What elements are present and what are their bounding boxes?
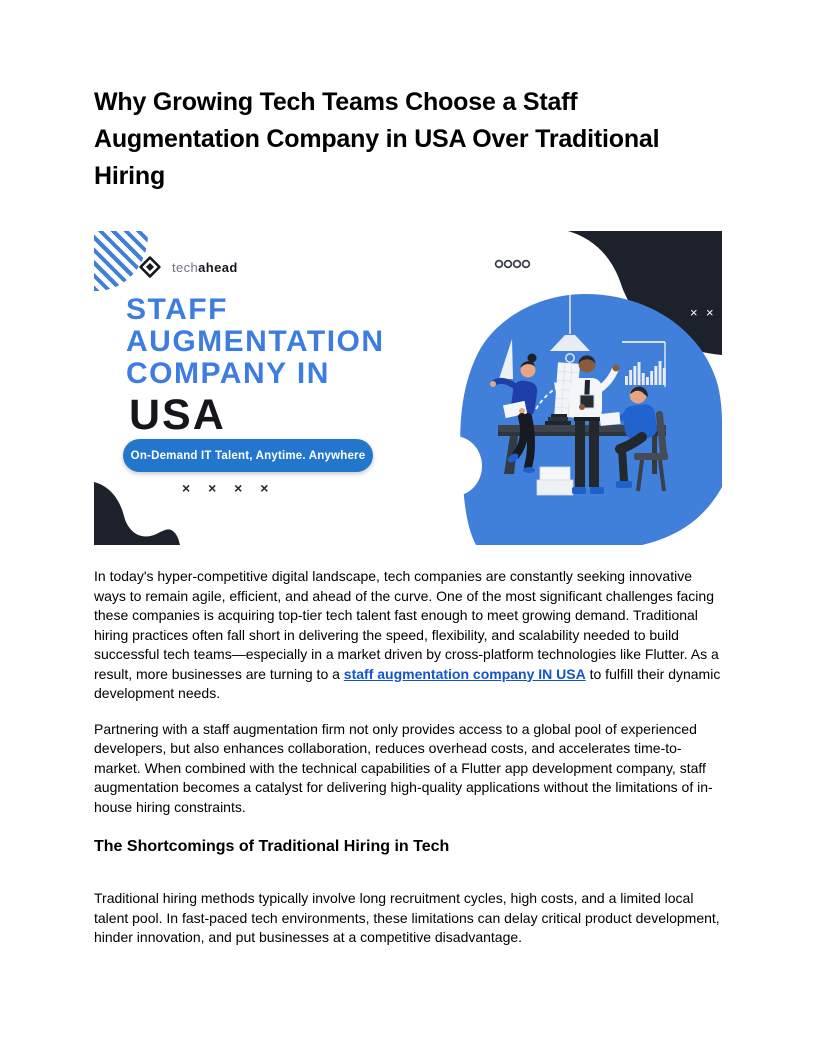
storage-boxes xyxy=(537,467,573,495)
techahead-logo-text xyxy=(172,260,238,275)
team-meeting-illustration xyxy=(452,231,722,545)
headline-line-1: STAFF xyxy=(126,293,228,326)
dark-wave-blob xyxy=(94,478,180,545)
paragraph-3: Traditional hiring methods typically involve long recruitment cycles, high costs, and a limited local talent pool. In fast-paced tech environments, these limitations can delay critical product development, hinder innovation, and put businesses at a competitive disadvantage. xyxy=(94,890,720,945)
logo-text-light: tech xyxy=(172,259,199,275)
cross-mark-white-2: × xyxy=(706,305,714,320)
tagline-pill: On-Demand IT Talent, Anytime. Anywhere xyxy=(123,439,373,472)
section-heading: The Shortcomings of Traditional Hiring in Tech xyxy=(94,838,450,855)
dots-decoration xyxy=(496,261,530,268)
paragraph-1-tail: to fulfill their dynamic development needs. xyxy=(94,665,721,701)
headline-line-3: COMPANY IN xyxy=(126,357,330,390)
paragraph-1 xyxy=(94,567,722,704)
document-content xyxy=(0,84,816,948)
cross-marks-row: × × × × xyxy=(182,480,276,496)
banner-headline-usa: USA xyxy=(129,391,226,439)
logo-text-bold: ahead xyxy=(198,259,238,275)
techahead-logo-icon xyxy=(138,255,162,279)
page-title: Why Growing Tech Teams Choose a Staff Augmentation Company in USA Over Traditional Hiring xyxy=(94,88,660,190)
techahead-logo xyxy=(138,255,238,279)
headline-line-2: AUGMENTATION xyxy=(126,325,385,358)
paragraph-2: Partnering with a staff augmentation firm not only provides access to a global pool of experienced developers, but also enhances collaboration, reduces overhead costs, and accelerates time-to-market. When combined with the technical capabilities of a Flutter app development company, staff augmentation becomes a catalyst for delivering high-quality applications without the limitations of in-house hiring constraints. xyxy=(94,720,713,815)
paragraph-1-text: In today's hyper-competitive digital landscape, tech companies are constantly seeking innovative ways to remain agile, efficient, and ahead of the curve. One of the most significant challenges facing these companies is acquiring top-tier tech talent fast enough to meet growing demand. Traditional hiring practices often fall short in delivering the speed, flexibility, and scalability needed to build successful tech teams—especially in a market driven by cross-platform technologies like Flutter. As a result, more businesses are turning to a xyxy=(94,568,719,682)
banner-headline xyxy=(126,294,385,390)
hero-banner-image xyxy=(94,231,722,545)
cross-mark-white-1: × xyxy=(690,305,698,320)
staff-augmentation-link[interactable]: staff augmentation company IN USA xyxy=(343,665,586,682)
